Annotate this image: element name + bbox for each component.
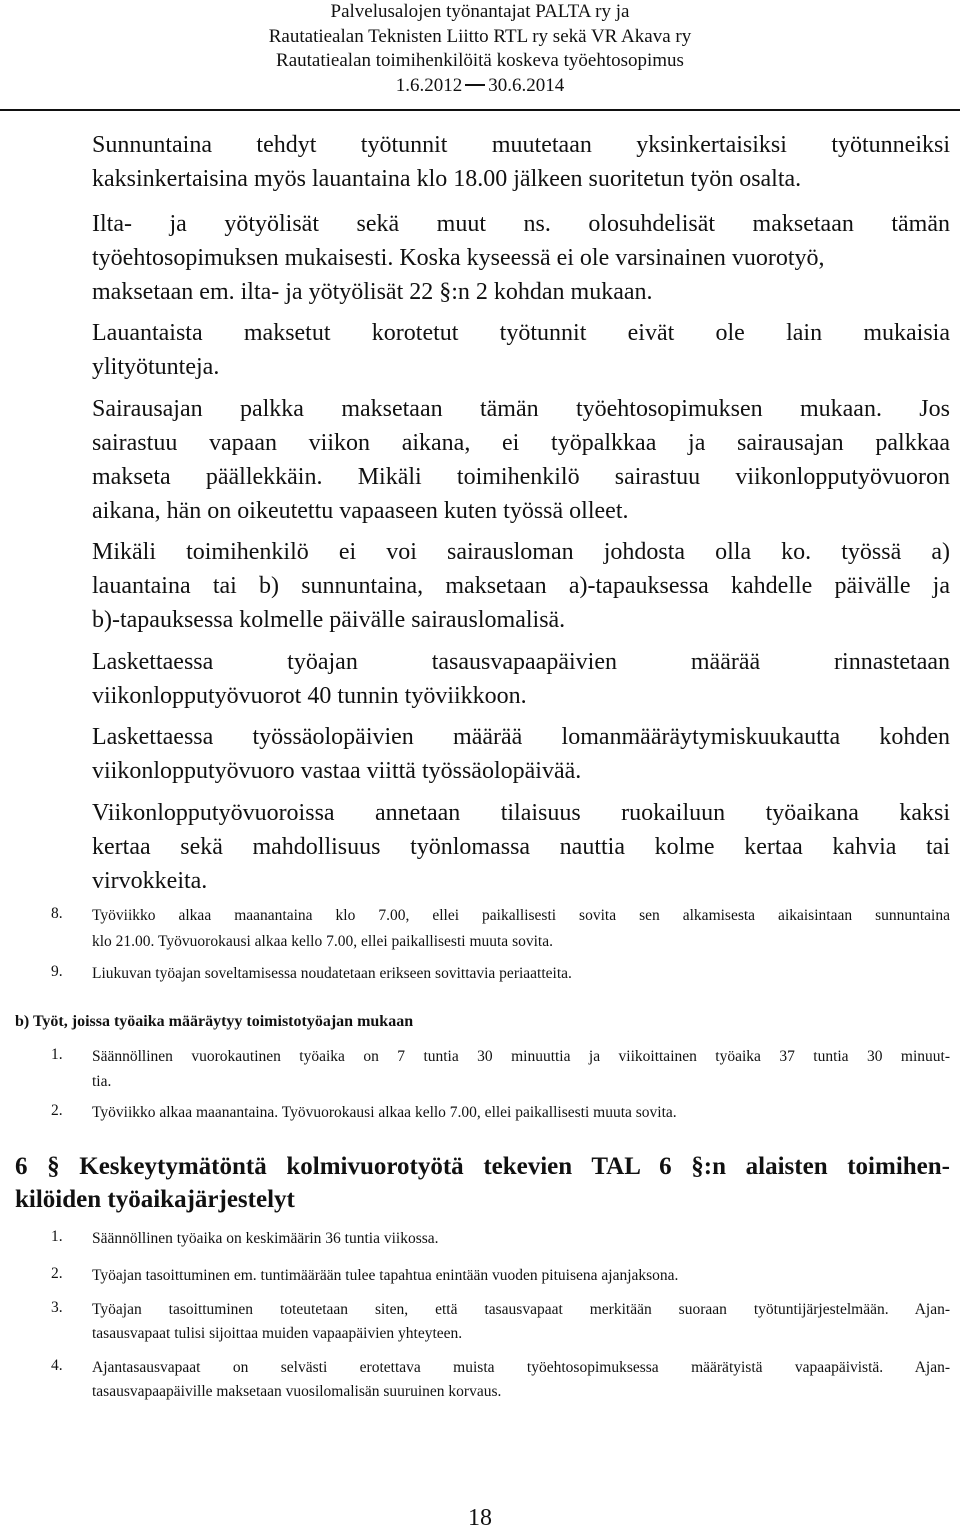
list-item-line: Säännöllinen työaika on keskimäärin 36 tuntia viikossa.	[92, 1230, 439, 1247]
list-item-line: Ajantasausvapaat on selvästi erotettava muista työehtosopimuksessa määrätyistä vapaapäivistä. Ajan-	[92, 1359, 950, 1376]
paragraph-line: kertaa sekä mahdollisuus työnlomassa nauttia kolme kertaa kahvia tai	[92, 834, 950, 860]
paragraph-line: Laskettaessa työajan tasausvapaapäivien määrää rinnastetaan	[92, 649, 950, 675]
paragraph-line: viikonlopputyövuoro vastaa viittä työssäolopäivää.	[92, 758, 582, 784]
list-item-line: Työajan tasoittuminen em. tuntimäärään tulee tapahtua enintään vuoden pituisena ajanjaksona.	[92, 1267, 679, 1284]
list-number: 2.	[51, 1102, 63, 1119]
paragraph-line: maksetaan em. ilta- ja yötyölisät 22 §:n 2 kohdan mukaan.	[92, 279, 653, 305]
date-dash	[465, 84, 485, 86]
paragraph-line: makseta päällekkäin. Mikäli toimihenkilö sairastuu viikonlopputyövuoron	[92, 464, 950, 490]
paragraph-line: Sunnuntaina tehdyt työtunnit muutetaan yksinkertaisiksi työtunneiksi	[92, 132, 950, 158]
list-item-line: klo 21.00. Työvuorokausi alkaa kello 7.00, ellei paikallisesti muuta sovita.	[92, 933, 553, 950]
paragraph-line: Mikäli toimihenkilö ei voi sairausloman johdosta olla ko. työssä a)	[92, 539, 950, 565]
list-number: 4.	[51, 1357, 63, 1374]
paragraph-line: Sairausajan palkka maksetaan tämän työehtosopimuksen mukaan. Jos	[92, 396, 950, 422]
date-end: 30.6.2014	[488, 74, 565, 96]
paragraph-line: Viikonlopputyövuoroissa annetaan tilaisuus ruokailuun työaikana kaksi	[92, 800, 950, 826]
header-rule	[0, 109, 960, 111]
header-line-3: Rautatiealan toimihenkilöitä koskeva työehtosopimus	[276, 50, 684, 71]
list-item-line: tasausvapaapäiville maksetaan vuosilomalisän suuruinen korvaus.	[92, 1383, 502, 1400]
date-start: 1.6.2012	[395, 74, 463, 96]
paragraph-line: työehtosopimuksen mukaisesti. Koska kyseessä ei ole varsinainen vuorotyö,	[92, 245, 825, 271]
paragraph-line: Lauantaista maksetut korotetut työtunnit eivät ole lain mukaisia	[92, 320, 950, 346]
list-item-line: tia.	[92, 1073, 112, 1090]
paragraph-line: b)-tapauksessa kolmelle päivälle sairauslomalisä.	[92, 607, 566, 633]
list-number: 3.	[51, 1299, 63, 1316]
page-number: 18	[468, 1505, 492, 1531]
section-b-heading: b) Työt, joissa työaika määräytyy toimistotyöajan mukaan	[15, 1013, 414, 1030]
list-number: 9.	[51, 963, 63, 980]
paragraph-line: aikana, hän on oikeutettu vapaaseen kuten työssä olleet.	[92, 498, 629, 524]
paragraph-line: sairastuu vapaan viikon aikana, ei työpalkkaa ja sairausajan palkkaa	[92, 430, 950, 456]
header-date-range	[0, 74, 960, 99]
list-number: 1.	[51, 1228, 63, 1245]
section-6-heading-line-1: 6 § Keskeytymätöntä kolmivuorotyötä tekevien TAL 6 §:n alaisten toimihen-	[15, 1153, 950, 1180]
paragraph-line: Ilta- ja yötyölisät sekä muut ns. olosuhdelisät maksetaan tämän	[92, 211, 950, 237]
list-item-line: Työviikko alkaa maanantaina klo 7.00, ellei paikallisesti sovita sen alkamisesta aikaisintaan sunnuntaina	[92, 907, 950, 924]
header-line-1: Palvelusalojen työnantajat PALTA ry ja	[330, 1, 630, 22]
list-number: 8.	[51, 905, 63, 922]
list-number: 1.	[51, 1046, 63, 1063]
section-6-heading	[15, 1150, 950, 1216]
paragraph-line: ylityötunteja.	[92, 354, 220, 380]
paragraph-line: lauantaina tai b) sunnuntaina, maksetaan a)-tapauksessa kahdelle päivälle ja	[92, 573, 950, 599]
page-header	[0, 0, 960, 98]
header-line-2: Rautatiealan Teknisten Liitto RTL ry sekä VR Akava ry	[268, 25, 692, 47]
paragraph-line: kaksinkertaisina myös lauantaina klo 18.00 jälkeen suoritetun työn osalta.	[92, 166, 802, 192]
list-item-line: Työajan tasoittuminen toteutetaan siten, että tasausvapaat merkitään suoraan työtuntijärjestelmään. Ajan-	[92, 1301, 950, 1318]
list-item-line: Työviikko alkaa maanantaina. Työvuorokausi alkaa kello 7.00, ellei paikallisesti muuta sovita.	[92, 1104, 677, 1121]
list-number: 2.	[51, 1265, 63, 1282]
list-item-line: Liukuvan työajan soveltamisessa noudatetaan erikseen sovittavia periaatteita.	[92, 965, 572, 982]
paragraph-line: viikonlopputyövuorot 40 tunnin työviikkoon.	[92, 683, 527, 709]
paragraph-line: Laskettaessa työssäolopäivien määrää lomanmääräytymiskuukautta kohden	[92, 724, 950, 750]
list-item-line: Säännöllinen vuorokautinen työaika on 7 tuntia 30 minuuttia ja viikoittainen työaika 37 tuntia 30 minuut-	[92, 1048, 950, 1065]
section-6-heading-line-2: kilöiden työaikajärjestelyt	[15, 1186, 295, 1213]
paragraph-line: virvokkeita.	[92, 868, 208, 894]
list-item-line: tasausvapaat tulisi sijoittaa muiden vapaapäivien yhteyteen.	[92, 1325, 463, 1342]
